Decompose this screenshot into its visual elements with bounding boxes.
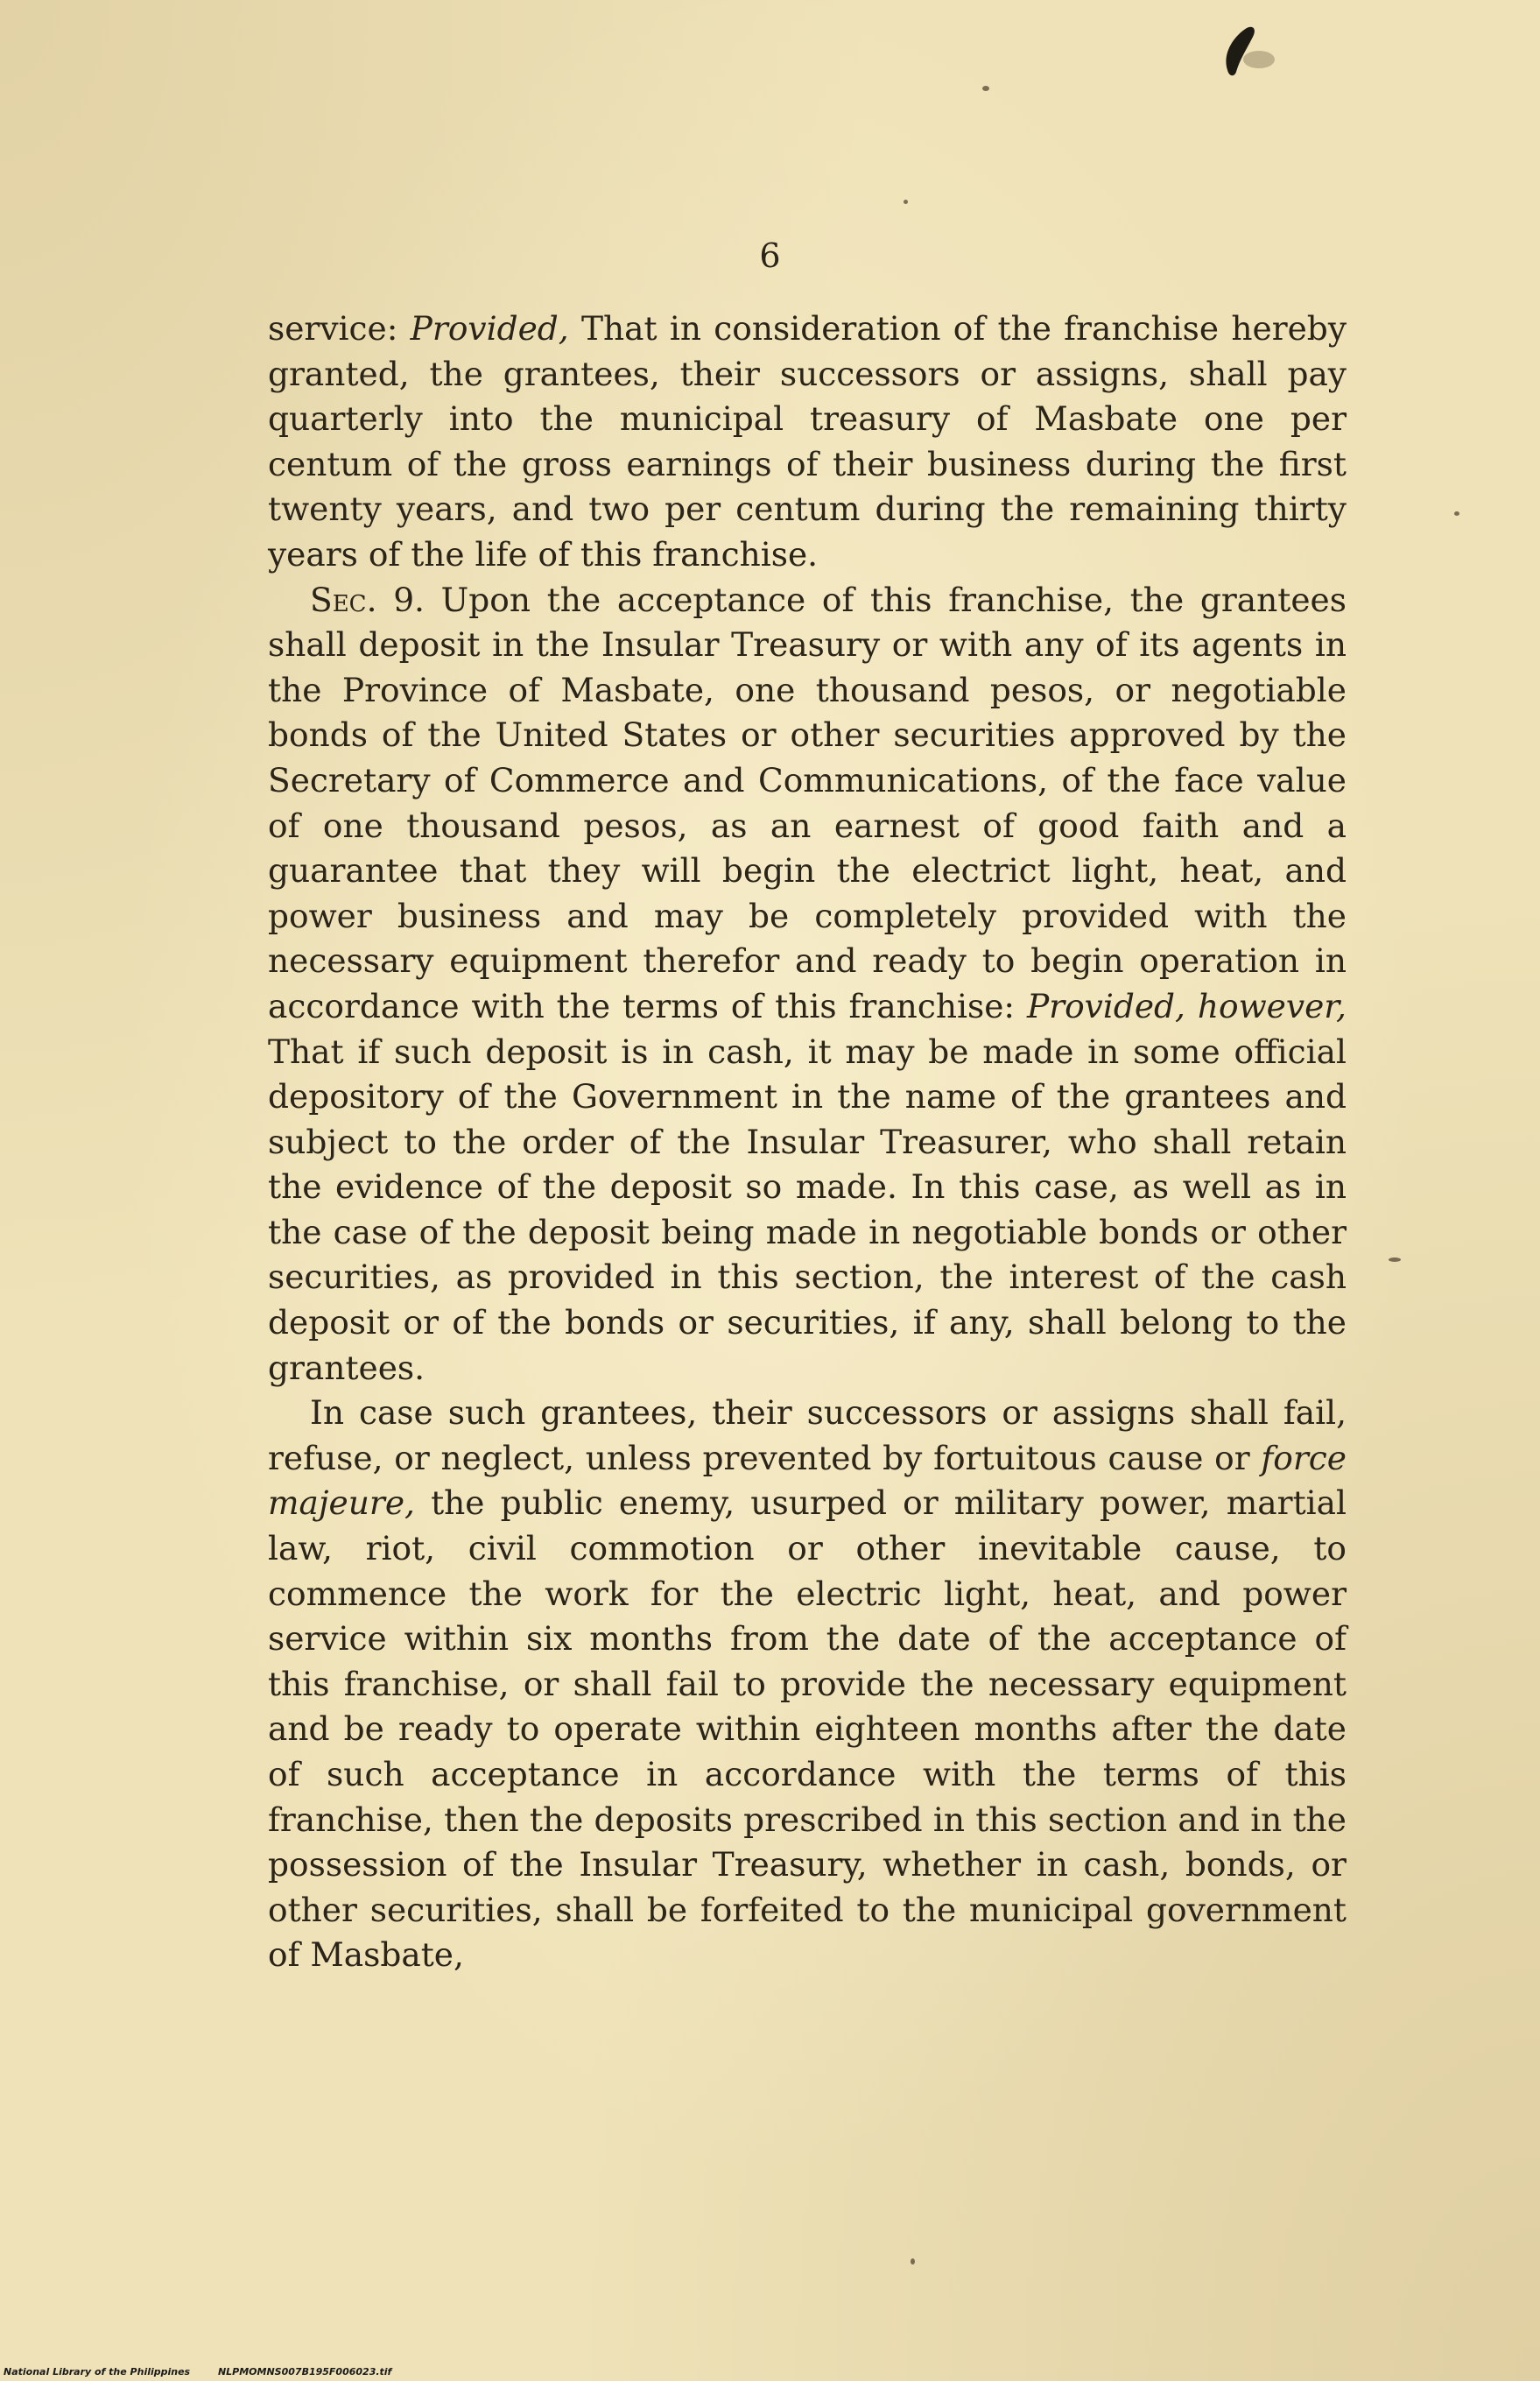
text-run: That if such deposit is in cash, it may be made in some official depository of the Government in the name of the grantees and subject to the order of the Insular Treasurer, who shall retain the evidence of the deposit so made. In this case, as well as in the case of the deposit being made in negotiable bonds or other securities, as provided in this section, the interest of the cash deposit or of the bonds or securities, if any, shall belong to the grantees.	[268, 1032, 1347, 1387]
text-run: the public enemy, usurped or military power, martial law, riot, civil commotion or other inevitable cause, to commence the work for the electric light, heat, and power service within six months from the date of the acceptance of this franchise, or shall fail to provide the necessary equipment and be ready to operate within eighteen months after the date of such acceptance in accordance with the terms of this franchise, then the deposits prescribed in this section and in the possession of the Insular Treasury, whether in cash, bonds, or other securities, shall be forfeited to the municipal government of Masbate,	[268, 1483, 1347, 1975]
text-run: service:	[268, 309, 411, 348]
speck	[982, 86, 989, 91]
text-run: That in consideration of the franchise hereby granted, the grantees, their successors or assigns, shall pay quarterly into the municipal treasury of Masbate one per centum of the gross earnings of their business during the first twenty years, and two per centum during the remaining thirty years of the life of this franchise.	[268, 309, 1347, 574]
speck	[904, 200, 908, 204]
page-number: 6	[759, 236, 781, 275]
footer-file-id: NLPMOMNS007B195F006023.tif	[217, 2366, 392, 2377]
footer-institution: National Library of the Philippines	[4, 2366, 191, 2377]
body-text	[268, 306, 1347, 1978]
paragraph	[268, 1391, 1347, 1978]
text-run: 9. Upon the acceptance of this franchise, the grantees shall deposit in the Insular Treasury or with any of its agents in the Province of Masbate, one thousand pesos, or negotiable bonds of the United States or other securities approved by the Secretary of Commerce and Communications, of the face value of one thousand pesos, as an earnest of good faith and a guarantee that they will begin the electrict light, heat, and power business and may be completely provided with the necessary equipment therefor and ready to begin operation in accordance with the terms of this franchise:	[268, 580, 1347, 1025]
speck	[1454, 511, 1459, 516]
italic-run: force majeure,	[268, 1438, 1347, 1523]
scan-footer	[4, 2366, 391, 2377]
paragraph	[268, 578, 1347, 1391]
speck	[911, 2258, 915, 2265]
italic-run: Provided, however,	[1026, 986, 1347, 1025]
text-run: In case such grantees, their successors or assigns shall fail, refuse, or neglect, unless prevented by fortuitous cause or	[268, 1393, 1347, 1477]
section-label: Sec.	[310, 580, 377, 619]
italic-run: Provided,	[410, 309, 569, 348]
paragraph	[268, 306, 1347, 578]
ink-blot	[1201, 19, 1280, 81]
speck	[1389, 1257, 1401, 1262]
